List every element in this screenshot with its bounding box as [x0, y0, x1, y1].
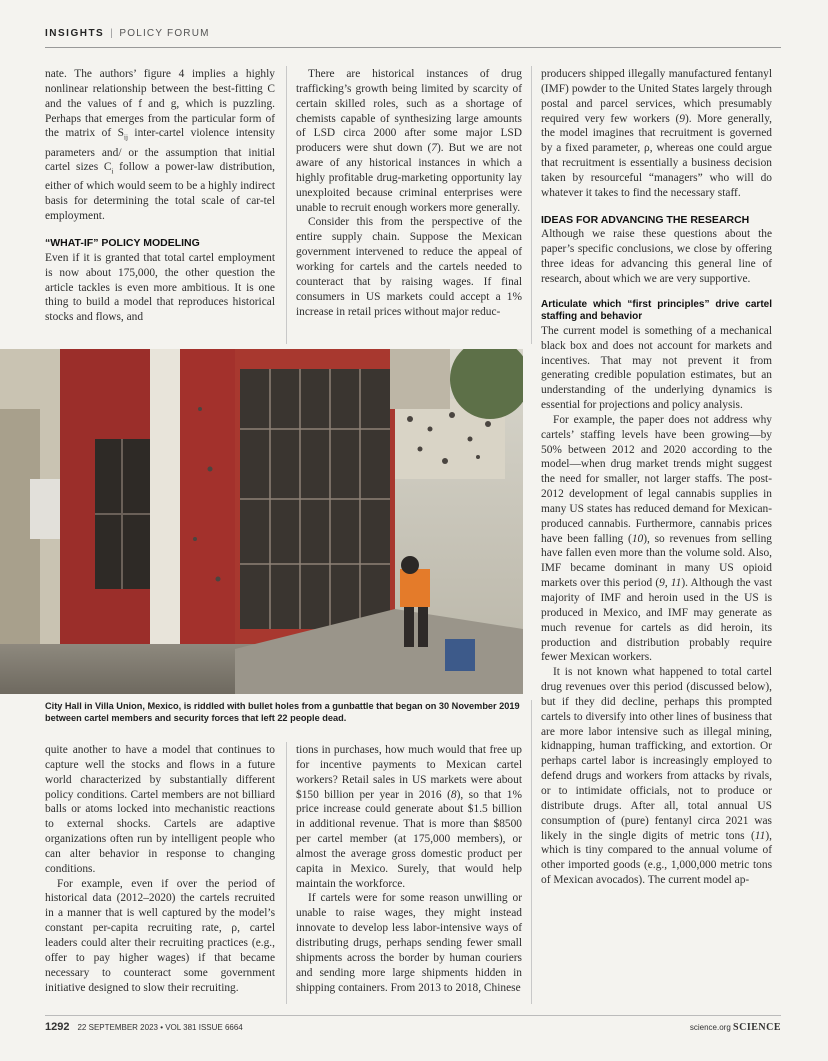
paragraph: The current model is something of a mechanical black box and does not account for markets and incentives. That may not prevent it from generating credible population estimates, but an understanding of the underlying dynamics is essential for projections and policy analysis.	[541, 324, 772, 412]
section-heading-what-if: “WHAT-IF” POLICY MODELING	[45, 237, 200, 249]
section-heading-ideas: IDEAS FOR ADVANCING THE RESEARCH	[541, 213, 750, 226]
column-3	[541, 67, 772, 888]
paragraph: Even if it is granted that total cartel employment is now about 175,000, the other question the article tackles is even more ambitious. It is one thing to build a model that reproduces historical stocks and flows, and	[45, 251, 275, 324]
paragraph: producers shipped illegally manufactured fentanyl (IMF) powder to the United States largely through postal and parcel services, which presumably required very few workers (9). More generally, the model imagines that recruitment is governed by a fixed parameter, ρ, whereas one could argue that recruitment is essentially a business decision taken by resourceful “managers” who will do whatever it takes to find the necessary staff.	[541, 68, 772, 199]
footer-right	[690, 1022, 781, 1033]
column-1-top	[45, 67, 275, 325]
paragraph: tions in purchases, how much would that free up for incentive payments to Mexican cartel workers? Retail sales in US markets were about $150 billion per year in 2016 (8), so that 1% price increase could generate about $1.5 billion in additional revenue. That is more than $8500 per cartel member (at 175,000 members), or almost the average gross domestic product per capita in Mexico. Surely, that would help maintain the workforce.	[296, 744, 522, 890]
paragraph: Consider this from the perspective of the entire supply chain. Suppose the Mexican government intervened to reduce the appeal of working for cartels and the cartels needed to counteract that by raising wages. If final consumers in US markets could accept a 1% increase in retail prices without major reduc-	[296, 216, 522, 318]
paragraph: nate. The authors’ figure 4 implies a highly nonlinear relationship between the best-fitting C and the values of f and g, which is puzzling. Perhaps that emerges from the particular form of the matrix of $S_{ij}$ inter-cartel violence intensity parameters and/ or the assumption that initial cartel sizes $C_i$ follow a power-law distribution, either of which would seem to be a highly indirect basis for determining the total scale of car-tel employment.	[45, 68, 275, 223]
column-1-bottom	[45, 743, 275, 995]
paragraph: There are historical instances of drug trafficking’s growth being limited by scarcity of certain skilled roles, such as a shortage of chemists capable of synthesizing large amounts of LSD circa 2000 after some major LSD producers were shut down (7). But we are not aware of any historical instances in which a highly profitable drug-marketing opportunity lay unexploited because criminal enterprises were unable to recruit enough workers more generally.	[296, 68, 522, 214]
paragraph: For example, even if over the period of historical data (2012–2020) the cartels recruited in a manner that is well captured by the model’s constant per-capita recruiting rate, ρ, cartel leaders could alter their recruiting practices (e.g., offer to pay higher wages) if that became necessary to counteract some government initiative designed to slow their recruiting.	[45, 877, 275, 994]
site-url[interactable]: science.org	[689, 1023, 731, 1032]
page-number: 1292	[45, 1021, 70, 1033]
header-rule	[45, 47, 781, 48]
photo-illustration	[0, 349, 523, 694]
paragraph: quite another to have a model that continues to capture well the stocks and flows in a future world characterized by substantially different policy conditions. Cartel members are not billiard balls or atoms locked into mechanistic reactions to external shocks. Cartels are adaptive organizations often run by intelligent people who can alter behavior in response to changing conditions.	[45, 744, 275, 875]
running-footer	[45, 1021, 781, 1035]
column-rule-2-bottom	[531, 700, 532, 1004]
subheading-first-principles: Articulate which “first principles” drive cartel staffing and behavior	[541, 298, 772, 323]
subsection-label: POLICY FORUM	[119, 28, 210, 39]
column-rule-1-bottom	[286, 742, 287, 1004]
column-2-top	[296, 67, 522, 319]
section-label: INSIGHTS	[45, 28, 105, 39]
column-rule-2-top	[531, 66, 532, 344]
journal-brand: SCIENCE	[733, 1022, 781, 1033]
column-2-bottom	[296, 743, 522, 995]
paragraph: Although we raise these questions about the paper’s specific conclusions, we close by offering three ideas for advancing this general line of research, about which we are very supportive.	[541, 228, 772, 285]
column-rule-1-top	[286, 66, 287, 344]
footer-rule	[45, 1015, 781, 1016]
issue-info: 22 SEPTEMBER 2023 • VOL 381 ISSUE 6664	[77, 1023, 243, 1032]
city-hall-photo	[0, 349, 523, 694]
paragraph: For example, the paper does not address why cartels’ staffing levels have been growing—by 50% between 2012 and 2020 according to the model—when drug market trends might suggest the need for smaller, not larger staffs. The post-2012 development of legal cannabis supplies in many US states has reduced demand for Mexican-produced cannabis. Furthermore, cannabis prices have been falling (10), so revenues from selling have fallen even more than the volume sold. Also, IMF became dominant in many US opioid markets over this period (9, 11). Although the vast majority of IMF and heroin used in the US is produced in Mexico, and IMF may generate as much revenue for cartels as did heroin, its production and distribution probably require fewer Mexican workers.	[541, 413, 773, 664]
paragraph: If cartels were for some reason unwilling or unable to raise wages, they might instead innovate to develop less labor-intensive ways of distributing drugs, perhaps sending fewer small shipments across the border by human couriers and sending more large shipments hidden in shipping containers. From 2013 to 2018, Chinese	[296, 892, 522, 994]
header-separator: |	[110, 28, 114, 39]
photo-caption: City Hall in Villa Union, Mexico, is riddled with bullet holes from a gunbattle that began on 30 November 2019 between cartel members and security forces that left 22 people dead.	[45, 701, 520, 723]
paragraph: It is not known what happened to total cartel drug revenues over this period (discussed below), but if they did decline, perhaps this prompted cartels to diversify into other lines of business that are more labor intensive such as illegal mining, kidnapping, human trafficking, and extortion. Or perhaps cartel labor is increasingly employed to defend drugs and workers from attacks by rivals, or to intimidate officials, not to produce or distribute drugs. After all, total annual US consumption of (pure) fentanyl circa 2021 was likely in the single digits of metric tons (11), which is tiny compared to the annual volume of other imported goods (e.g., 1,000,000 metric tons of Mexican avocados). The current model ap-	[541, 666, 772, 887]
